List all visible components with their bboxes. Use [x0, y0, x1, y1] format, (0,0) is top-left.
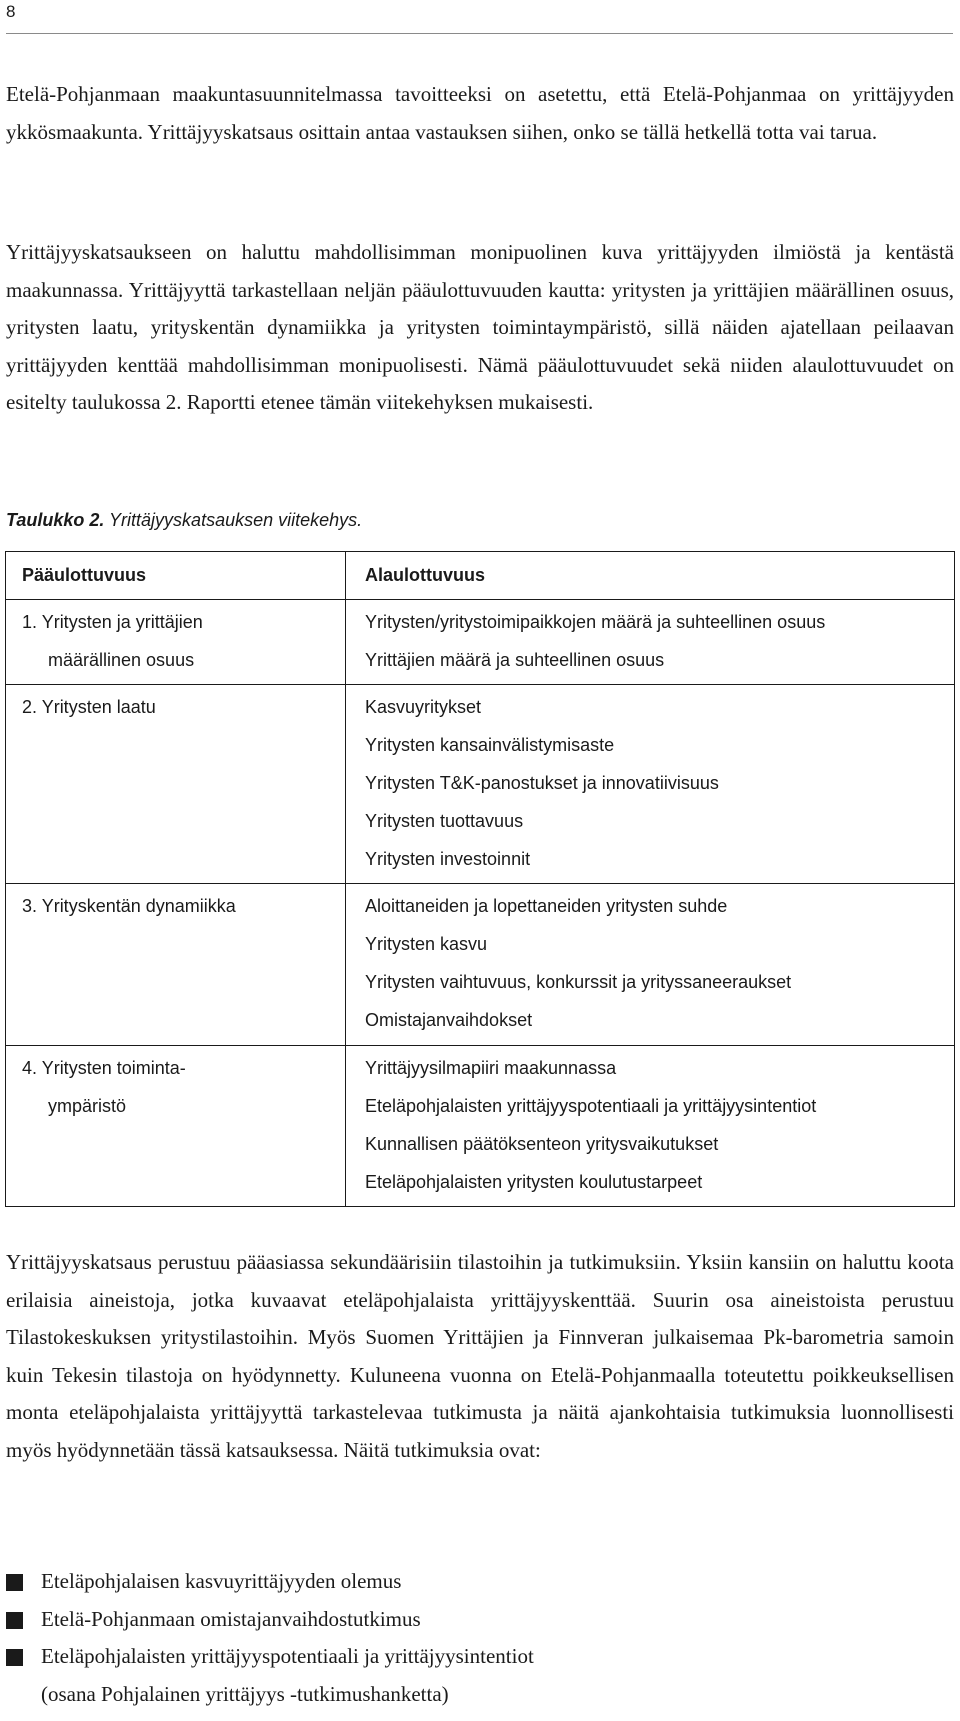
list-item-text: Eteläpohjalaisten yrittäjyyspotentiaali ja yrittäjyysintentiot: [41, 1644, 534, 1668]
sources-paragraph: Yrittäjyyskatsaus perustuu pääasiassa sekundäärisiin tilastoihin ja tutkimuksiin. Yksiin kansiin on haluttu koota erilaisia aineistoja, jotka kuvaavat eteläpohjalaista yrittäjyyskenttää. Suurin osa aineistoista perustuu Tilastokeskuksen yritystilastoihin. Myös Suomen Yrittäjien ja Finnveran julkaisemaa Pk-barometria samoin kuin Tekesin tilastoja on hyödynnetty. Kuluneena vuonna on Etelä-Pohjanmaalla toteutettu poikkeuksellisen monta eteläpohjalaista yrittäjyyttä tarkastelevaa tutkimusta ja näitä ajankohtaisia tutkimuksia luonnollisesti myös hyödynnetään tässä katsauksessa. Näitä tutkimuksia ovat:: [6, 1250, 954, 1462]
list-item-continuation: [6, 1676, 534, 1714]
sub-dimension-item: Kunnallisen päätöksenteon yritysvaikutukset: [365, 1133, 719, 1154]
main-dimension-text: ympäristö: [48, 1095, 127, 1116]
main-dimension-text: määrällinen osuus: [48, 650, 195, 670]
square-bullet-icon: [6, 1649, 23, 1666]
sub-dimension-item: Yrittäjien määrä ja suhteellinen osuus: [365, 650, 665, 670]
list-item-text: (osana Pohjalainen yrittäjyys -tutkimushanketta): [41, 1681, 449, 1706]
main-dimension-text: 3. Yrityskentän dynamiikka: [22, 896, 236, 917]
sub-dimension-cell: [346, 884, 955, 1045]
sub-dimension-item: Yrittäjyysilmapiiri maakunnassa: [365, 1057, 617, 1078]
list-item: [6, 1563, 534, 1601]
table-row: [6, 884, 954, 1045]
sub-dimension-item: Eteläpohjalaisten yritysten koulutustarpeet: [365, 1171, 703, 1192]
sub-dimension-item: Yritysten kansainvälistymisaste: [365, 734, 615, 755]
table-caption-label: Taulukko 2.: [6, 510, 105, 530]
sub-dimension-item: Omistajanvaihdokset: [365, 1010, 533, 1031]
table-row: [6, 684, 954, 884]
table-caption-text: Yrittäjyyskatsauksen viitekehys.: [109, 510, 363, 530]
sub-dimension-cell: [346, 684, 955, 884]
sub-dimension-item: Yritysten kasvu: [365, 934, 488, 955]
intro-paragraph: Etelä-Pohjanmaan maakuntasuunnitelmassa tavoitteeksi on asetettu, että Etelä-Pohjanmaa on yrittäjyyden ykkösmaakunta. Yrittäjyyskatsaus osittain antaa vastauksen siihen, onko se tällä hetkellä totta vai tarua.: [6, 82, 954, 144]
list-item-text: Eteläpohjalaisen kasvuyrittäjyyden olemus: [41, 1569, 402, 1593]
main-dimension-cell: [6, 1045, 346, 1206]
header-main-dimension: Pääulottuvuus: [6, 552, 346, 600]
header-sub-dimension: Alaulottuvuus: [346, 552, 955, 600]
list-item: [6, 1638, 534, 1676]
sub-dimension-item: Aloittaneiden ja lopettaneiden yritysten suhde: [365, 896, 728, 917]
main-dimension-cell: [6, 684, 346, 884]
list-item-text: Etelä-Pohjanmaan omistajanvaihdostutkimus: [41, 1606, 421, 1631]
main-dimension-text: 4. Yritysten toiminta-: [22, 1057, 186, 1078]
sub-dimension-item: Yritysten/yritystoimipaikkojen määrä ja suhteellinen osuus: [365, 612, 826, 632]
main-dimension-cell: [6, 884, 346, 1045]
square-bullet-icon: [6, 1574, 23, 1591]
study-list: [6, 1563, 534, 1713]
list-item: [6, 1601, 534, 1639]
page-number: 8: [6, 2, 16, 21]
main-dimension-text: 2. Yritysten laatu: [22, 696, 156, 717]
framework-table: [5, 551, 955, 1207]
table-row: [6, 600, 954, 685]
sub-dimension-item: Kasvuyritykset: [365, 696, 482, 717]
sub-dimension-item: Yritysten T&K-panostukset ja innovatiivisuus: [365, 772, 719, 793]
framework-paragraph: Yrittäjyyskatsaukseen on haluttu mahdollisimman monipuolinen kuva yrittäjyyden ilmiöstä ja kentästä maakunnassa. Yrittäjyyttä tarkastellaan neljän pääulottuvuuden kautta: yritysten ja yrittäjien määrällinen osuus, yritysten laatu, yrityskentän dynamiikka ja yritysten toimintaympäristö, sillä näiden ajatellaan peilaavan yrittäjyyden kenttää mahdollisimman monipuolisesti. Nämä pääulottuvuudet sekä niiden alaulottuvuudet on esitelty taulukossa 2. Raportti etenee tämän viitekehyksen mukaisesti.: [6, 240, 954, 414]
main-dimension-text: 1. Yritysten ja yrittäjien: [22, 612, 203, 632]
sub-dimension-item: Yritysten tuottavuus: [365, 810, 524, 831]
sub-dimension-item: Yritysten vaihtuvuus, konkurssit ja yrityssaneeraukset: [365, 972, 792, 993]
sub-dimension-cell: [346, 1045, 955, 1206]
sub-dimension-cell: [346, 600, 955, 685]
main-dimension-cell: [6, 600, 346, 685]
table-row: [6, 1045, 954, 1206]
square-bullet-icon: [6, 1612, 23, 1629]
table-caption: [6, 510, 362, 531]
sub-dimension-item: Eteläpohjalaisten yrittäjyyspotentiaali ja yrittäjyysintentiot: [365, 1095, 817, 1116]
sub-dimension-item: Yritysten investoinnit: [365, 848, 531, 869]
header-rule: [6, 33, 953, 34]
